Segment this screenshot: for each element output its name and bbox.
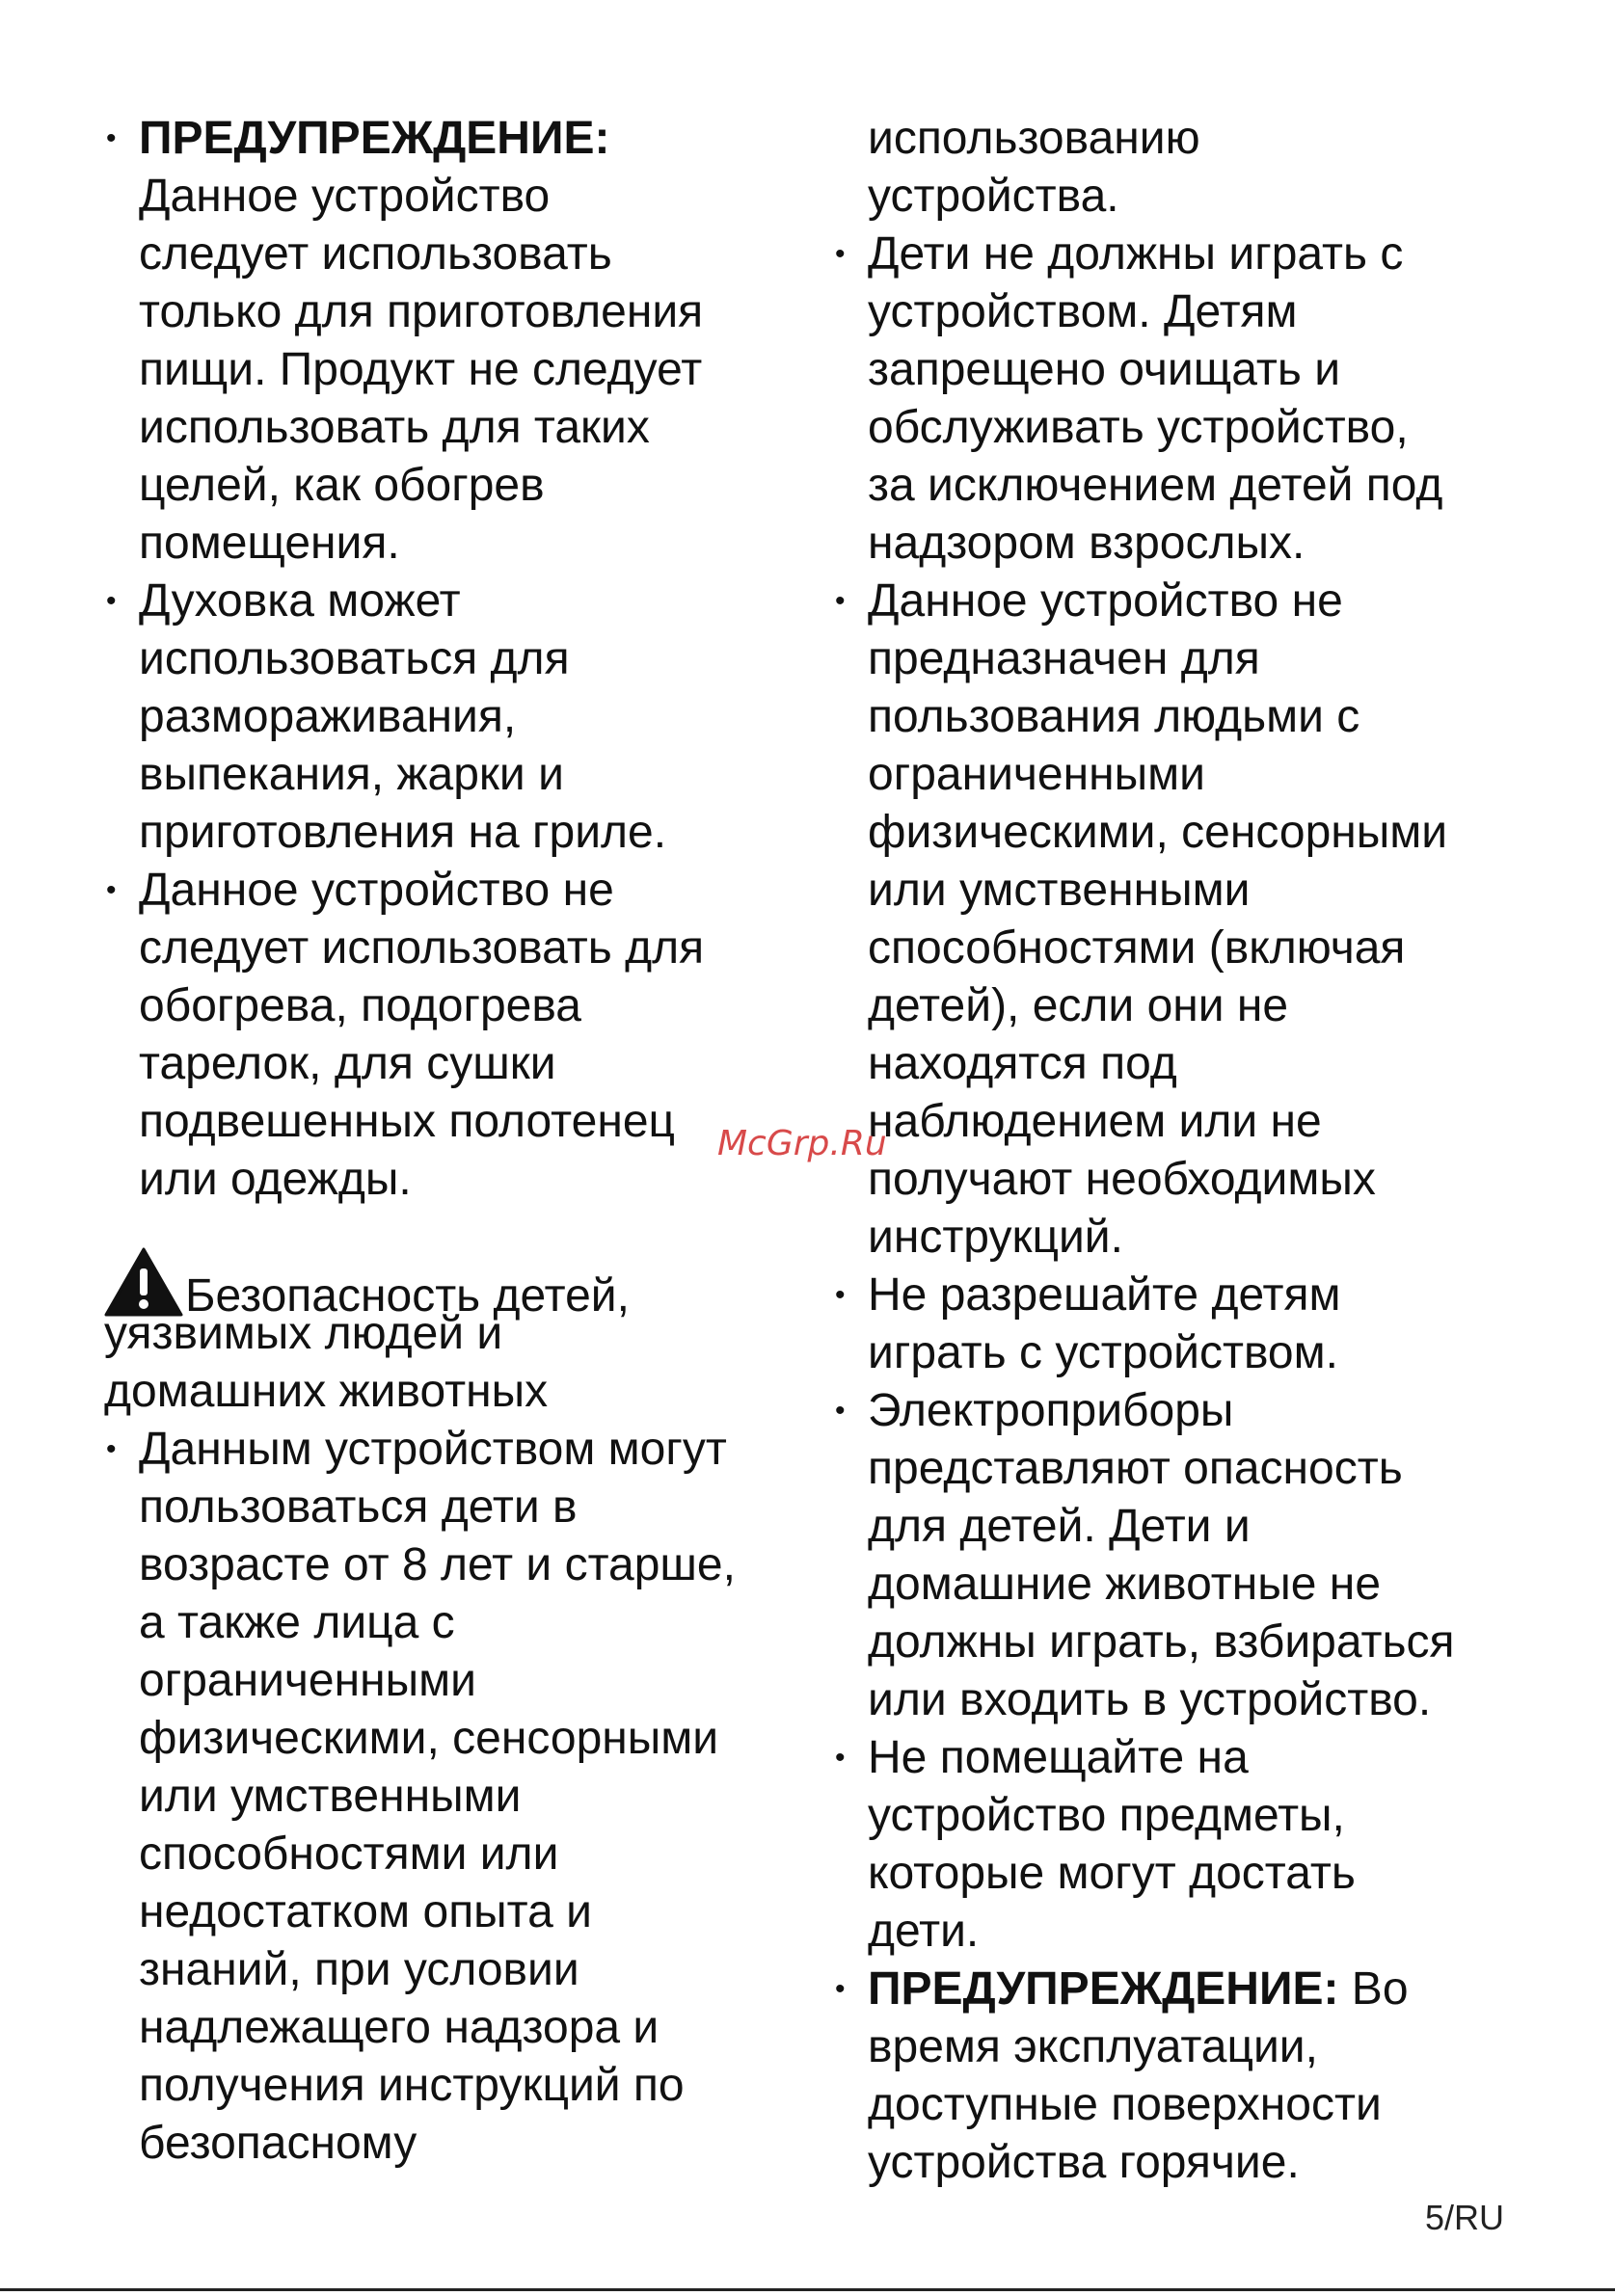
text-line: Данным устройством могут <box>139 1424 727 1475</box>
text-line: Данное устройство не <box>868 575 1343 627</box>
text-line: находятся под <box>868 1038 1177 1089</box>
text-fragment: Во <box>1338 1963 1409 2015</box>
bullet-dot: • <box>835 238 846 270</box>
text-line: способностями или <box>139 1829 559 1880</box>
text-line: инструкций. <box>868 1212 1123 1263</box>
bullet-dot: • <box>106 1433 117 1465</box>
text-line: возрасте от 8 лет и старше, <box>139 1539 736 1590</box>
text-line: домашние животные не <box>868 1559 1382 1610</box>
text-line: следует использовать <box>139 228 612 280</box>
text-line: целей, как обогрев <box>139 460 545 511</box>
text-line: устройство предметы, <box>868 1790 1345 1841</box>
warning-label: ПРЕДУПРЕЖДЕНИЕ: <box>868 1963 1339 2015</box>
text-line: ограниченными <box>868 749 1205 800</box>
bullet-dot: • <box>835 585 846 617</box>
text-line: устройством. Детям <box>868 286 1298 337</box>
text-line: Не разрешайте детям <box>868 1269 1341 1321</box>
text-line: Дети не должны играть с <box>868 228 1404 280</box>
text-line: недостатком опыта и <box>139 1886 592 1937</box>
text-line: только для приготовления <box>139 286 704 337</box>
text-line: или умственными <box>868 865 1251 916</box>
text-line: Не помещайте на <box>868 1732 1249 1783</box>
bottom-rule <box>0 2288 1615 2291</box>
text-line: пользоваться дети в <box>139 1482 578 1533</box>
section-heading-line: уязвимых людей и <box>104 1308 503 1359</box>
text-line: получают необходимых <box>868 1154 1376 1205</box>
spacer <box>106 1209 820 1247</box>
text-line: способностями (включая <box>868 922 1406 974</box>
text-line: приготовления на гриле. <box>139 807 667 858</box>
continuation-text <box>835 110 1529 226</box>
list-item <box>106 862 820 1209</box>
text-line: Духовка может <box>139 575 461 627</box>
text-line: Данное устройство не <box>139 865 614 916</box>
bullet-dot: • <box>835 1973 846 2005</box>
text-line: использовать для таких <box>139 402 650 453</box>
right-column <box>835 110 1529 2192</box>
text-line: устройства горячие. <box>868 2137 1300 2188</box>
section-heading-line: домашних животных <box>104 1366 549 1417</box>
text-line: время эксплуатации, <box>868 2021 1318 2072</box>
text-line: играть с устройством. <box>868 1327 1338 1378</box>
text-line: а также лица с <box>139 1597 455 1648</box>
text-line: использоваться для <box>139 633 570 684</box>
text-line: ограниченными <box>139 1655 476 1706</box>
watermark: McGrp.Ru <box>717 1124 887 1163</box>
warning-label: ПРЕДУПРЕЖДЕНИЕ: <box>139 113 610 164</box>
text-line: детей), если они не <box>868 980 1289 1031</box>
text-line: подвешенных полотенец <box>139 1096 676 1147</box>
section-heading <box>104 1247 820 1421</box>
text-line: должны играть, взбираться <box>868 1616 1455 1668</box>
text-line: или умственными <box>139 1771 522 1822</box>
text-line: которые могут достать <box>868 1848 1356 1899</box>
text-line: размораживания, <box>139 691 517 742</box>
bullet-dot: • <box>835 1742 846 1774</box>
text-line: для детей. Дети и <box>868 1501 1251 1552</box>
text-line: помещения. <box>139 518 400 569</box>
text-line: получения инструкций по <box>139 2060 685 2111</box>
text-line: обслуживать устройство, <box>868 402 1409 453</box>
text-line: надзором взрослых. <box>868 518 1305 569</box>
text-line: Данное устройство <box>139 171 551 222</box>
text-line: или входить в устройство. <box>868 1674 1432 1725</box>
list-item <box>835 226 1529 573</box>
list-item <box>835 573 1529 1267</box>
list-item <box>835 1267 1529 1382</box>
section-heading-line: Безопасность детей, <box>185 1270 630 1322</box>
text-line: Электроприборы <box>868 1385 1234 1436</box>
text-line: доступные поверхности <box>868 2079 1382 2130</box>
list-item <box>835 1729 1529 1961</box>
bullet-dot: • <box>106 874 117 906</box>
text-line: использованию <box>868 113 1200 164</box>
list-item <box>835 1382 1529 1729</box>
text-line: обогрева, подогрева <box>139 980 581 1031</box>
text-line: наблюдением или не <box>868 1096 1322 1147</box>
text-line: за исключением детей под <box>868 460 1443 511</box>
bullet-dot: • <box>835 1395 846 1427</box>
text-line: физическими, сенсорными <box>139 1713 719 1764</box>
text-line: физическими, сенсорными <box>868 807 1448 858</box>
list-item <box>106 573 820 862</box>
text-line: представляют опасность <box>868 1443 1403 1494</box>
text-line: дети. <box>868 1906 980 1957</box>
text-line: следует использовать для <box>139 922 705 974</box>
list-item <box>835 1961 1529 2192</box>
page-number: 5/RU <box>1425 2198 1505 2237</box>
text-line: выпекания, жарки и <box>139 749 564 800</box>
text-line: знаний, при условии <box>139 1944 579 1995</box>
text-line: пищи. Продукт не следует <box>139 344 703 395</box>
text-line: запрещено очищать и <box>868 344 1341 395</box>
left-column <box>106 110 820 2173</box>
text-line: или одежды. <box>139 1154 412 1205</box>
bullet-dot: • <box>835 1279 846 1311</box>
bullet-dot: • <box>106 122 117 154</box>
list-item <box>106 1421 820 2173</box>
text-line: тарелок, для сушки <box>139 1038 556 1089</box>
text-line: предназначен для <box>868 633 1260 684</box>
text-line: безопасному <box>139 2118 417 2169</box>
bullet-dot: • <box>106 585 117 617</box>
warning-line <box>868 1961 1529 2018</box>
text-line: пользования людьми с <box>868 691 1360 742</box>
text-line: устройства. <box>868 171 1119 222</box>
list-item <box>106 110 820 573</box>
text-line: надлежащего надзора и <box>139 2002 659 2053</box>
